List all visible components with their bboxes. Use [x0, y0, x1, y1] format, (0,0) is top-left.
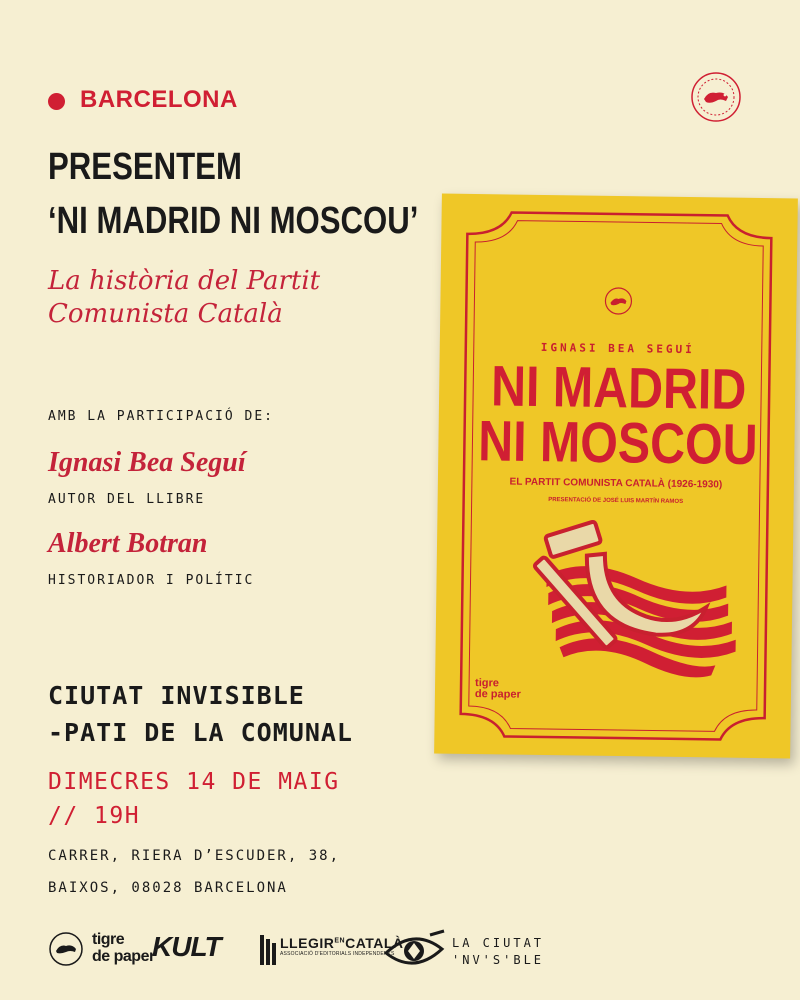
venue-line-1: CIUTAT INVISIBLE	[48, 681, 305, 710]
ciutat-line-1: LA CIUTAT	[452, 936, 545, 950]
address-line-1: CARRER, RIERA D’ESCUDER, 38,	[48, 848, 341, 864]
book-subtitle: EL PARTIT COMUNISTA CATALÀ (1926-1930)	[509, 476, 723, 491]
event-address	[48, 840, 340, 904]
tigre-de-paper-logo-icon	[48, 931, 84, 967]
address-line-2: BAIXOS, 08028 BARCELONA	[48, 880, 288, 896]
book-publisher-line-2: de paper	[474, 688, 521, 701]
event-datetime	[48, 765, 340, 833]
sponsor-logos	[48, 925, 768, 975]
la-ciutat-invisible-logo	[452, 935, 544, 969]
llegir-word: LLEGIR	[280, 935, 335, 951]
eye-logo-icon	[384, 929, 446, 971]
kult-logo: KULT	[152, 931, 221, 962]
book-cover	[434, 194, 798, 759]
tiger-stamp-icon	[690, 71, 742, 123]
time-line: // 19H	[48, 803, 141, 829]
title-line-2: ‘NI MADRID NI MOSCOU’	[48, 200, 419, 242]
event-title	[48, 140, 418, 248]
title-line-1: PRESENTEM	[48, 146, 242, 188]
book-cover-art	[434, 194, 798, 759]
en-word: EN	[334, 937, 346, 945]
subtitle-line-1: La història del Partit	[48, 266, 321, 296]
llegir-en-catala-logo-icon	[260, 935, 276, 965]
catala-word: CATALÀ	[345, 935, 404, 951]
date-line: DIMECRES 14 DE MAIG	[48, 769, 340, 795]
book-author: IGNASI BEA SEGUÍ	[540, 340, 695, 357]
event-subtitle	[48, 265, 320, 331]
participant-role: HISTORIADOR I POLÍTIC	[48, 573, 255, 588]
venue-line-2: -PATI DE LA COMUNAL	[48, 718, 353, 747]
city-label: BARCELONA	[80, 86, 238, 113]
tigre-line-2: de paper	[92, 948, 155, 965]
subtitle-line-2: Comunista Català	[48, 299, 283, 329]
tigre-line-1: tigre	[92, 931, 125, 948]
ciutat-line-2: 'NV'S'BLE	[452, 953, 545, 967]
llegir-sub: ASSOCIACIÓ D'EDITORIALS INDEPENDENTS	[280, 951, 395, 957]
participant-name: Ignasi Bea Seguí	[48, 447, 246, 478]
book-publisher-line-1: tigre	[475, 677, 500, 690]
tigre-de-paper-logo	[92, 931, 155, 965]
location-dot-icon	[48, 93, 65, 110]
venue	[48, 677, 353, 751]
participant-name: Albert Botran	[48, 528, 208, 559]
participants-intro: AMB LA PARTICIPACIÓ DE:	[48, 409, 275, 424]
book-presentation: PRESENTACIÓ DE JOSÉ LUIS MARTÍN RAMOS	[548, 497, 684, 505]
book-title-line-1: NI MADRID	[490, 354, 747, 422]
book-title-line-2: NI MOSCOU	[477, 409, 759, 478]
participant-role: AUTOR DEL LLIBRE	[48, 492, 206, 507]
